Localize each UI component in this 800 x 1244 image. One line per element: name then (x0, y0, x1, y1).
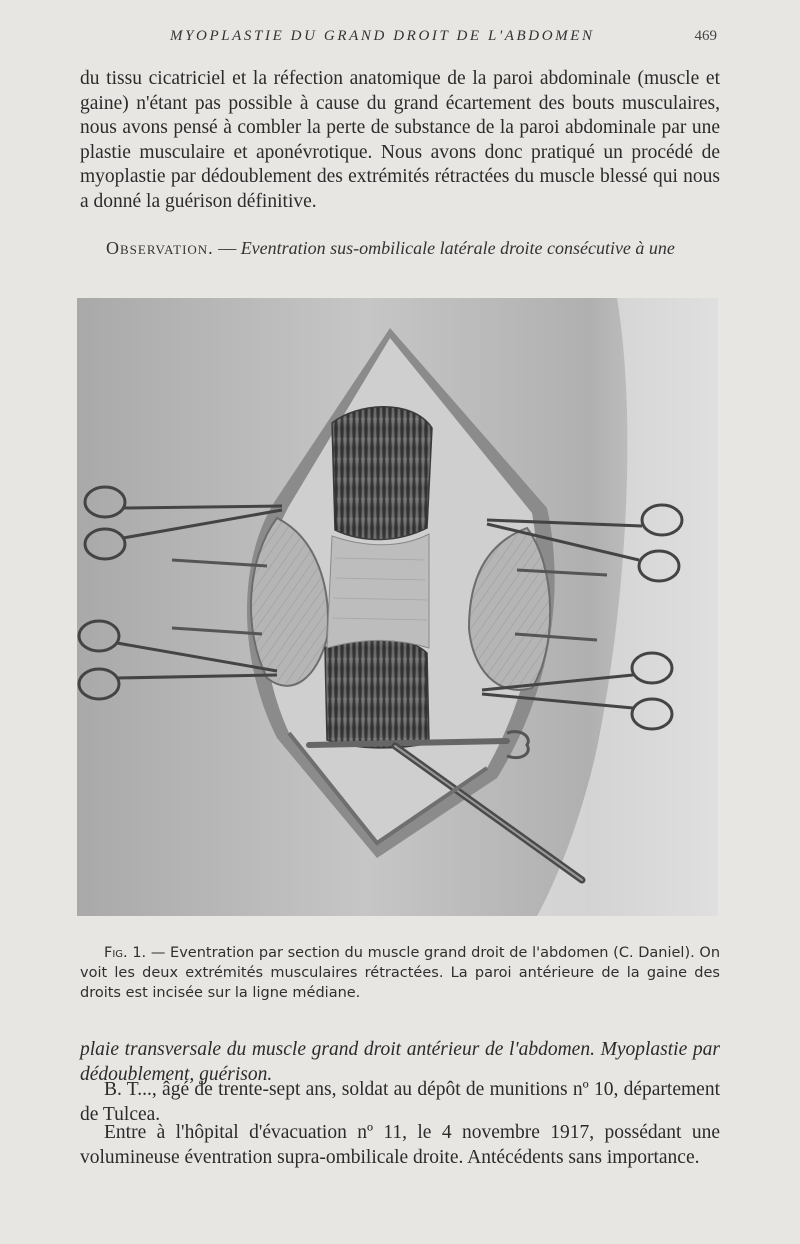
observation-label: Observation. (106, 238, 214, 258)
figure-caption-text: — Eventration par section du muscle grand droit de l'abdomen (C. Daniel). On voit les deux extrémités musculaires rétractées. La paroi antérieure de la gaine des droits est incisée sur la ligne médiane. (80, 945, 721, 1001)
paragraph-1 (80, 67, 720, 214)
running-title: MYOPLASTIE DU GRAND DROIT DE L'ABDOMEN (170, 28, 595, 44)
paragraph-3 (80, 1078, 720, 1127)
paragraph-1-text: du tissu cicatriciel et la réfection anatomique de la paroi abdominale (muscle et gaine) n'étant pas possible à cause du grand écartement des bouts musculaires, nous avons pensé à combler la perte de substance de la paroi abdominale par une plastie musculaire et aponévrotique. Nous avons donc pratiqué un procédé de myoplastie par dédoublement des extrémités rétractées du muscle blessé qui nous a donné la guérison définitive. (80, 68, 720, 212)
surgical-illustration (77, 298, 718, 916)
paragraph-4-text: Entre à l'hôpital d'évacuation nº 11, le 4 novembre 1917, possédant une volumineuse éventration supra-ombilicale droite. Antécédents sans importance. (80, 1122, 720, 1168)
observation-dash: — (213, 238, 241, 258)
surgical-illustration-drawing (77, 298, 718, 916)
page-number: 469 (694, 28, 717, 44)
paragraph-2-text: plaie transversale du muscle grand droit antérieur de l'abdomen. Myoplastie par dédoublement, guérison. (80, 1039, 720, 1085)
figure-caption (80, 943, 720, 1003)
paragraph-4 (80, 1121, 720, 1170)
observation-heading (80, 236, 720, 260)
observation-text: Eventration sus-ombilicale latérale droite consécutive à une (240, 238, 675, 258)
paragraph-3-text: B. T..., âgé de trente-sept ans, soldat au dépôt de munitions nº 10, département de Tulcea. (80, 1079, 720, 1125)
figure-caption-label: Fig. 1. (104, 945, 147, 961)
